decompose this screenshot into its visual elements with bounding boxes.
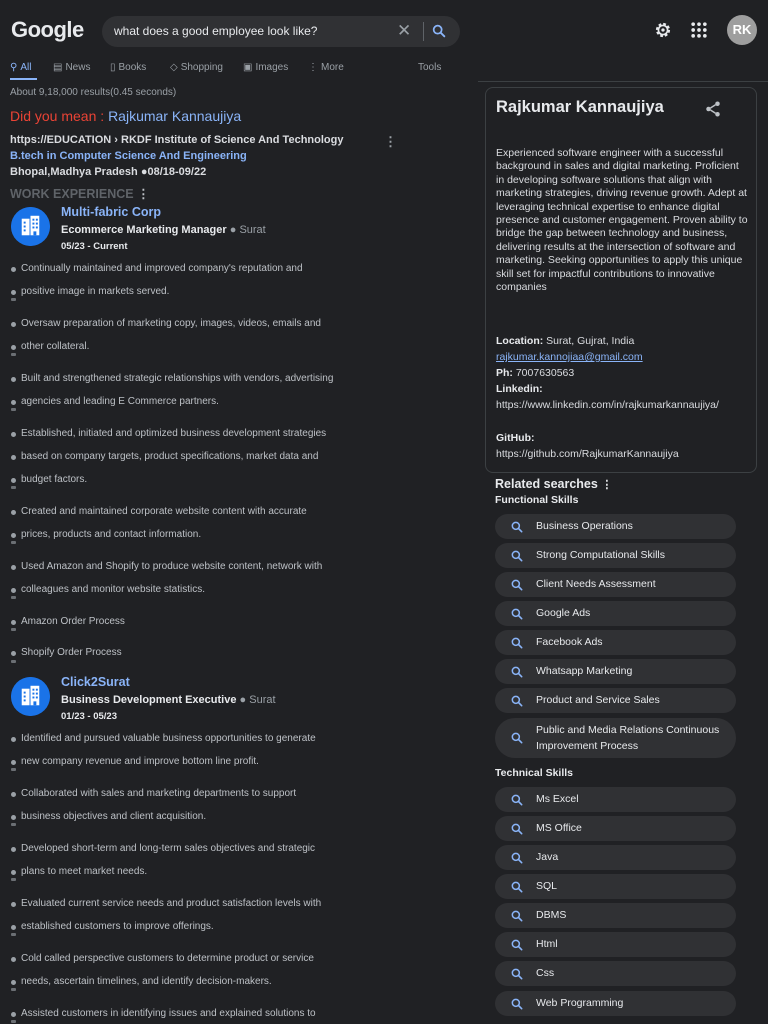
bullet-text: established customers to improve offerings. <box>21 920 214 932</box>
tab-tools[interactable]: Tools <box>418 62 442 73</box>
bullet-text: business objectives and client acquisition. <box>21 811 207 823</box>
bullet-icon <box>11 455 16 460</box>
bullet-icon <box>11 290 16 295</box>
bullet-text: colleagues and monitor website statistics. <box>21 583 205 595</box>
bullet-icon <box>11 651 16 656</box>
panel-title: Rajkumar Kannaujiya <box>496 98 664 116</box>
bullet-separator <box>11 768 16 771</box>
job-location: ● Surat <box>226 224 266 236</box>
bullet-icon <box>11 565 16 570</box>
related-search-chip[interactable] <box>495 543 736 568</box>
search-icon <box>510 549 524 563</box>
bullet-text: Built and strengthened strategic relationships with vendors, advertising <box>21 372 334 384</box>
related-search-chip[interactable] <box>495 514 736 539</box>
bullet-icon <box>11 620 16 625</box>
bullet-text: budget factors. <box>21 474 88 486</box>
panel-phone: Ph: 7007630563 <box>496 367 575 379</box>
bullet-text: agencies and leading E Commerce partners. <box>21 396 219 407</box>
bullet-separator <box>11 596 16 599</box>
education-location: Bhopal,Madhya Pradesh ●08/18-09/22 <box>10 166 207 178</box>
bullet-icon <box>11 815 16 820</box>
building-icon <box>11 207 50 246</box>
bullet-icon <box>11 588 16 593</box>
bullet-text: Established, initiated and optimized business development strategies <box>21 427 327 439</box>
chip-label: Whatsapp Marketing <box>536 665 633 677</box>
bullet-icon <box>11 322 16 327</box>
avatar[interactable]: RK <box>727 15 757 45</box>
job-location: ● Surat <box>236 694 276 706</box>
tab-news[interactable]: ▤ News <box>53 62 91 73</box>
bullet-text: Identified and pursued valuable business opportunities to generate <box>21 733 316 744</box>
tag-icon: ◇ <box>170 62 178 73</box>
tab-books[interactable]: ▯ Books <box>110 62 147 73</box>
bullet-text: Collaborated with sales and marketing departments to support <box>21 787 297 799</box>
search-icon <box>510 967 524 981</box>
panel-linkedin-label: Linkedin: <box>496 383 543 395</box>
more-vertical-icon[interactable]: ⋮ <box>137 187 150 201</box>
job-dates: 01/23 - 05/23 <box>61 711 117 722</box>
bullet-text: Assisted customers in identifying issues and explained solutions to <box>21 1007 316 1019</box>
chip-label: Google Ads <box>536 607 591 619</box>
bullet-separator <box>11 353 16 356</box>
share-icon[interactable] <box>704 100 722 118</box>
more-vertical-icon: ⋮ <box>308 62 318 73</box>
bullet-separator <box>11 823 16 826</box>
tab-images[interactable]: ▣ Images <box>243 62 289 73</box>
bullet-icon <box>11 345 16 350</box>
chip-label: Css <box>536 967 555 979</box>
chip-label: Facebook Ads <box>536 636 603 648</box>
chip-label: SQL <box>536 880 558 892</box>
search-icon <box>510 731 524 745</box>
bullet-separator <box>11 486 16 489</box>
bullet-separator <box>11 933 16 936</box>
search-icon <box>510 636 524 650</box>
panel-location: Location: Surat, Gujrat, India <box>496 335 635 347</box>
clear-icon[interactable]: ✕ <box>397 21 412 40</box>
bullet-icon <box>11 980 16 985</box>
book-icon: ▯ <box>110 62 116 73</box>
search-icon <box>510 997 524 1011</box>
job-title: Ecommerce Marketing Manager ● Surat <box>61 224 266 236</box>
bullet-icon <box>11 737 16 742</box>
search-icon <box>510 793 524 807</box>
chip-label: MS Office <box>536 822 582 834</box>
search-icon <box>510 938 524 952</box>
bullet-icon <box>11 957 16 962</box>
bullet-icon <box>11 478 16 483</box>
did-you-mean-label: Did you mean : <box>10 108 105 124</box>
gear-icon[interactable] <box>653 20 673 40</box>
chip-label: Html <box>536 938 558 950</box>
search-icon <box>510 694 524 708</box>
chip-label: Client Needs Assessment <box>536 578 656 590</box>
related-search-chip[interactable] <box>495 961 736 986</box>
apps-grid-icon[interactable] <box>689 20 709 40</box>
job-title: Business Development Executive ● Surat <box>61 694 276 706</box>
related-search-chip[interactable] <box>495 932 736 957</box>
chip-label: Product and Service Sales <box>536 694 660 706</box>
related-search-chip[interactable] <box>495 630 736 655</box>
more-options-icon[interactable]: ⋮ <box>384 134 397 149</box>
bullet-text: Used Amazon and Shopify to produce website content, network with <box>21 560 323 572</box>
active-tab-indicator <box>10 78 37 80</box>
bullet-icon <box>11 400 16 405</box>
bullet-text: needs, ascertain timelines, and identify decision-makers. <box>21 975 272 987</box>
breadcrumb[interactable]: https://EDUCATION › RKDF Institute of Science And Technology <box>10 134 344 146</box>
chip-label: Ms Excel <box>536 793 579 805</box>
related-search-chip[interactable] <box>495 991 736 1016</box>
bullet-separator <box>11 298 16 301</box>
related-search-chip[interactable] <box>495 718 736 758</box>
email-link[interactable]: rajkumar.kannojiaa@gmail.com <box>496 351 643 363</box>
more-vertical-icon[interactable]: ⋮ <box>601 479 613 491</box>
bullet-icon <box>11 792 16 797</box>
chip-label: Java <box>536 851 559 863</box>
image-icon: ▣ <box>243 62 253 73</box>
search-icon <box>510 578 524 592</box>
search-box[interactable] <box>102 16 460 47</box>
related-search-chip[interactable] <box>495 874 736 899</box>
chip-label: Public and Media Relations Continuous Improvement Process <box>536 724 720 752</box>
company-name[interactable]: Click2Surat <box>61 675 130 689</box>
panel-linkedin[interactable]: https://www.linkedin.com/in/rajkumarkannaujiya/ <box>496 399 719 411</box>
related-search-chip[interactable] <box>495 601 736 626</box>
search-icon <box>510 851 524 865</box>
panel-description: Experienced software engineer with a successful background in sales and digital marketing. Proficient in developing software solutions that align with marketing strategies, driving revenue growth. Adept at leveraging technical expertise to enhance digital presence and customer engagement. Proven ability to bridge the gap between technology and business, delivering results at the intersection of software and marketing. Seeking opportunities to apply this unique skill set for impactful contributions to innovative companies <box>496 147 748 294</box>
panel-email <box>496 349 751 365</box>
bullet-icon <box>11 1012 16 1017</box>
bullet-text: based on company targets, product specifications, market data and <box>21 450 319 462</box>
functional-skills-title: Functional Skills <box>495 494 579 506</box>
bullet-text: prices, products and contact information. <box>21 529 202 540</box>
bullet-icon <box>11 847 16 852</box>
related-searches-title: Related searches ⋮ <box>495 477 613 491</box>
related-search-chip[interactable] <box>495 659 736 684</box>
bullet-text: other collateral. <box>21 341 90 353</box>
search-icon <box>510 520 524 534</box>
search-icon <box>510 822 524 836</box>
tab-shopping[interactable]: ◇ Shopping <box>170 62 223 73</box>
job-dates: 05/23 - Current <box>61 241 128 252</box>
bullet-text: plans to meet market needs. <box>21 866 148 877</box>
bullet-text: Created and maintained corporate website content with accurate <box>21 505 307 517</box>
result-stats: About 9,18,000 results(0.45 seconds) <box>10 87 177 98</box>
chip-label: Web Programming <box>536 997 624 1009</box>
search-icon <box>510 880 524 894</box>
related-search-chip[interactable] <box>495 572 736 597</box>
section-title: WORK EXPERIENCE ⋮ <box>10 187 150 201</box>
bullet-icon <box>11 870 16 875</box>
did-you-mean-link[interactable]: Rajkumar Kannaujiya <box>108 108 242 124</box>
search-icon[interactable] <box>431 23 447 39</box>
bullet-text: Amazon Order Process <box>21 615 125 627</box>
bullet-text: Cold called perspective customers to determine product or service <box>21 952 314 964</box>
related-search-chip[interactable] <box>495 816 736 841</box>
search-icon: ⚲ <box>10 62 18 73</box>
bullet-icon <box>11 760 16 765</box>
news-icon: ▤ <box>53 62 63 73</box>
bullet-separator <box>11 541 16 544</box>
header-divider <box>478 81 768 82</box>
related-search-chip[interactable] <box>495 787 736 812</box>
chip-label: DBMS <box>536 909 567 921</box>
bullet-text: Developed short-term and long-term sales objectives and strategic <box>21 842 316 854</box>
related-search-chip[interactable] <box>495 845 736 870</box>
tab-all[interactable]: ⚲ All <box>10 62 32 73</box>
panel-github-label: GitHub: <box>496 432 535 444</box>
related-search-chip[interactable] <box>495 688 736 713</box>
google-logo[interactable]: Google <box>11 17 84 42</box>
technical-skills-title: Technical Skills <box>495 767 574 779</box>
did-you-mean <box>10 108 241 124</box>
knowledge-panel <box>485 87 757 473</box>
search-icon <box>510 909 524 923</box>
bullet-icon <box>11 925 16 930</box>
bullet-icon <box>11 377 16 382</box>
bullet-text: Continually maintained and improved company's reputation and <box>21 263 303 274</box>
search-icon <box>510 665 524 679</box>
bullet-separator <box>11 1020 16 1023</box>
bullet-text: Shopify Order Process <box>21 647 122 659</box>
bullet-text: new company revenue and improve bottom line profit. <box>21 756 259 768</box>
bullet-separator <box>11 408 16 411</box>
bullet-icon <box>11 267 16 272</box>
bullet-separator <box>11 988 16 991</box>
bullet-icon <box>11 902 16 907</box>
company-name[interactable]: Multi-fabric Corp <box>61 205 161 219</box>
chip-label: Strong Computational Skills <box>536 549 665 561</box>
bullet-text: Oversaw preparation of marketing copy, images, videos, emails and <box>21 317 321 329</box>
panel-github[interactable]: https://github.com/RajkumarKannaujiya <box>496 448 679 460</box>
result-title-link[interactable]: B.tech in Computer Science And Engineering <box>10 150 247 162</box>
bullet-text: positive image in markets served. <box>21 286 170 298</box>
bullet-separator <box>11 628 16 631</box>
search-query[interactable]: what does a good employee look like? <box>114 24 318 38</box>
tab-more[interactable]: ⋮ More <box>308 62 344 73</box>
bullet-icon <box>11 533 16 538</box>
chip-label: Business Operations <box>536 520 633 532</box>
bullet-icon <box>11 432 16 437</box>
bullet-separator <box>11 878 16 881</box>
building-icon <box>11 677 50 716</box>
related-search-chip[interactable] <box>495 903 736 928</box>
search-divider <box>423 22 424 41</box>
bullet-separator <box>11 660 16 663</box>
bullet-icon <box>11 510 16 515</box>
search-icon <box>510 607 524 621</box>
bullet-text: Evaluated current service needs and product satisfaction levels with <box>21 897 322 909</box>
